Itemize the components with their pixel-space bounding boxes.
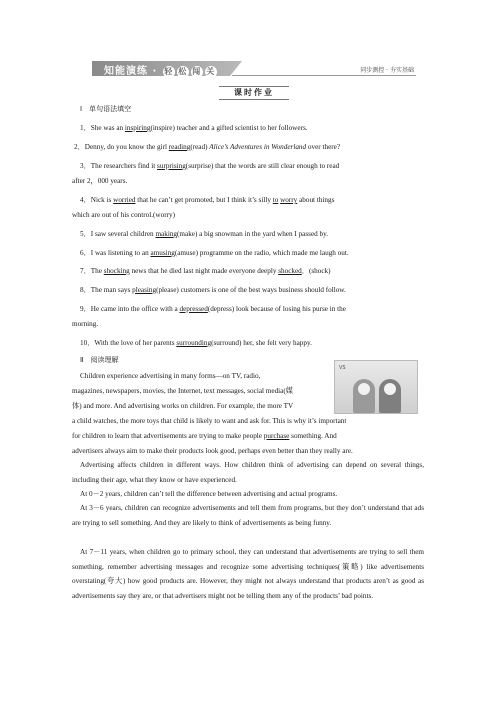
question-2: 2．Denny, do you know the girl reading(read) Alice’s Adventures in Wonderland over there? xyxy=(74,143,341,151)
question-7: 7．The shocking news that he died last night made everyone deeply shocked．(shock) xyxy=(80,267,331,275)
answer: reading xyxy=(168,143,191,151)
banner-char-2: 松 xyxy=(178,67,188,76)
answer: amusing xyxy=(150,249,175,257)
question-4-cont: which are out of his control.(worry) xyxy=(72,211,175,219)
banner-title xyxy=(104,62,218,78)
child-figure-left xyxy=(353,379,375,413)
passage-line-1: Children experience advertising in many forms—on TV, radio, xyxy=(80,372,261,380)
part2-heading: Ⅱ 阅读理解 xyxy=(80,356,119,364)
question-8: 8．The man says pleasing(please) customers is one of the best ways business should follow. xyxy=(80,286,346,294)
passage-line-4: a child watches, the more toys that child is likely to want and ask for. This is why it’s important xyxy=(72,417,347,425)
answer: pleasing xyxy=(132,286,157,294)
question-9: 9．He came into the office with a depressed(depress) look because of losing his purse in the xyxy=(80,305,346,313)
child-figure-right xyxy=(379,379,401,413)
answer: making xyxy=(155,230,178,238)
question-3: 3．The researchers find it surprising(surprise) that the words are still clear enough to read xyxy=(80,162,340,170)
answer: to xyxy=(272,196,279,204)
banner-char-4: 关 xyxy=(206,67,216,76)
children-photo xyxy=(334,360,418,414)
passage-paragraph-3: At 0－2 years, children can’t tell the difference between advertising and actual programs. xyxy=(80,490,338,498)
answer: inspiring xyxy=(124,124,151,132)
question-5: 5．I saw several children making(make) a big snowman in the yard when I passed by. xyxy=(80,230,329,238)
passage-line-6: advertisers always aim to make their products look good, perhaps even better than they really are. xyxy=(72,447,353,455)
banner-rule xyxy=(232,75,416,76)
question-9-cont: morning. xyxy=(72,320,99,328)
banner-char-3: 闯 xyxy=(192,67,202,76)
answer: surrounding xyxy=(176,339,212,347)
passage-line-5: for children to learn that advertisements are trying to make people purchase something. And xyxy=(72,432,337,440)
banner-title-text: 知能演练 · xyxy=(104,66,162,77)
section-tag: 课时作业 xyxy=(219,86,289,100)
question-6: 6．I was listening to an amusing(amuse) programme on the radio, which made me laugh out. xyxy=(80,249,349,257)
answer: worried xyxy=(113,196,136,204)
answer: worry xyxy=(280,196,298,204)
passage-line-3: 体) and more. And advertising works on children. For example, the more TV xyxy=(72,402,294,410)
question-4: 4．Nick is worried that he can’t get promoted, but I think it’s silly to worry about things xyxy=(80,196,335,204)
section-banner xyxy=(92,60,416,77)
answer: surprising xyxy=(157,162,186,170)
part1-heading: Ⅰ 单句语法填空 xyxy=(80,105,132,113)
passage-line-2: magazines, newspapers, movies, the Internet, text messages, social media(媒 xyxy=(72,387,293,395)
answer: shocked xyxy=(278,267,302,275)
banner-char-1: 轻 xyxy=(164,67,174,76)
passage-paragraph-4: At 3－6 years, children can recognize advertisements and tell them from programs, but they don’t understand that ads are trying to sell something. And they are likely to think of advertisements as being funny. xyxy=(72,504,424,527)
answer: shocking xyxy=(103,267,130,275)
banner-subtitle: 同步测控 · 夯实基础 xyxy=(360,67,414,74)
question-1: 1．She was an inspiring(inspire) teacher and a gifted scientist to her followers. xyxy=(80,124,308,132)
passage-paragraph-2: Advertising affects children in different ways. How children think of advertising can depend on several things, including their age, what they know or have experienced. xyxy=(72,461,424,484)
photo-caption: VS xyxy=(339,365,346,371)
passage-paragraph-5: At 7－11 years, when children go to primary school, they can understand that advertisements are trying to sell them something, remember advertising messages and recognize some advertising techniques(策略) like advertisements overstating(夸大) how good products are. However, they might not always understand that products aren’t as good as advertisements say they are, or that advertisers might not be telling them any of the products’ bad points. xyxy=(72,548,424,600)
question-3-cont: after 2，000 years. xyxy=(72,177,128,185)
purchase-word: purchase xyxy=(263,432,290,440)
answer: depressed xyxy=(179,305,208,313)
question-10: 10．With the love of her parents surrounding(surround) her, she felt very happy. xyxy=(80,339,312,347)
